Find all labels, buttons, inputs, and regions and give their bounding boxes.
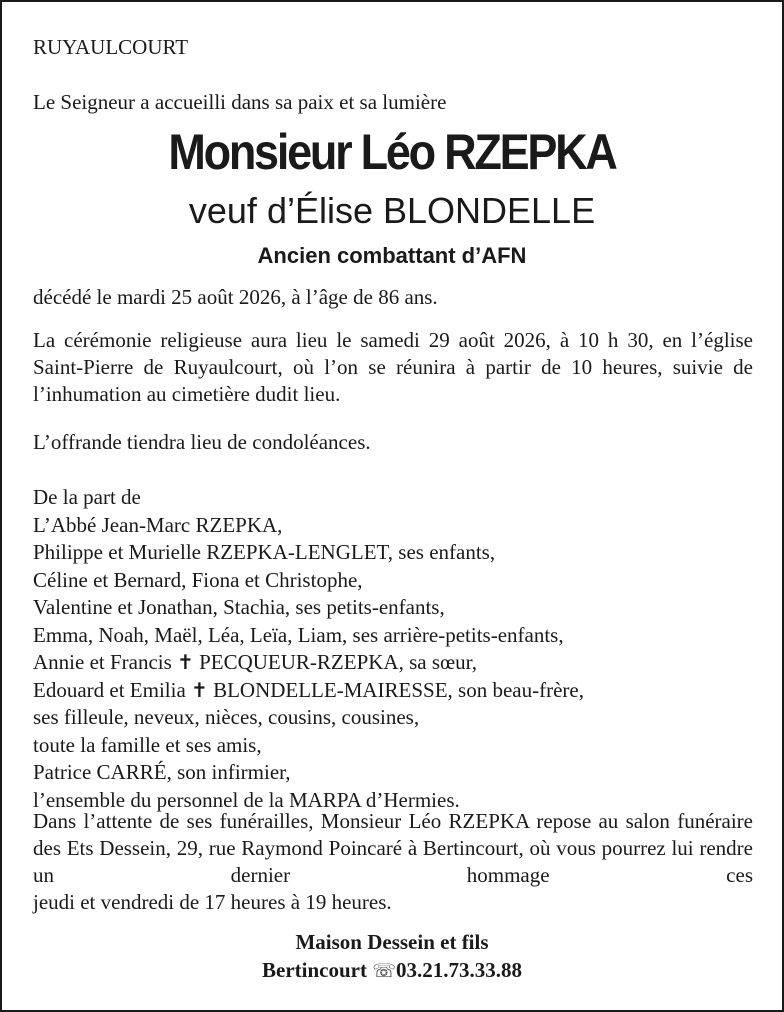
cross-icon: ✝ [177, 650, 194, 674]
family-member-line: Philippe et Murielle RZEPKA-LENGLET, ses enfants, [33, 540, 496, 564]
family-member-line: l’ensemble du personnel de la MARPA d’Hermies. [33, 787, 460, 812]
family-member-line: Valentine et Jonathan, Stachia, ses petits-enfants, [33, 595, 445, 619]
family-sister-line [33, 649, 584, 677]
town-heading: RUYAULCOURT [33, 35, 189, 59]
wake-hours: jeudi et vendredi de 17 heures à 19 heures. [33, 890, 392, 914]
intro-line: Le Seigneur a accueilli dans sa paix et sa lumière [33, 90, 447, 114]
family-header: De la part de [33, 485, 141, 509]
family-member-line: L’Abbé Jean-Marc RZEPKA, [33, 512, 283, 537]
sister-surname: PECQUEUR-RZEPKA, sa sœur, [199, 650, 478, 674]
deceased-name: Monsieur Léo RZEPKA [168, 124, 616, 180]
family-member-line: ses filleule, neveux, nièces, cousins, cousines, [33, 705, 420, 729]
brother-in-law-surname: BLONDELLE-MAIRESSE, son beau-frère, [213, 677, 584, 702]
brother-in-law-names: Edouard et Emilia [33, 677, 186, 702]
family-brother-in-law-line [33, 677, 584, 705]
offrande-line: L’offrande tiendra lieu de condoléances. [33, 430, 371, 454]
widow-of-line: veuf d’Élise BLONDELLE [188, 190, 596, 231]
funeral-home-name: Maison Dessein et fils [295, 930, 489, 954]
phone-icon: ☏ [372, 960, 396, 982]
funeral-home-contact [2, 958, 782, 983]
wake-text: Dans l’attente de ses funérailles, Monsieur Léo RZEPKA repose au salon funéraire des Ets Dessein, 29, rue Raymond Poincaré à Bertincourt, où vous pourrez lui rendre un dernier hommage ces [33, 809, 753, 887]
wake-paragraph [33, 808, 753, 916]
funeral-home-phone: 03.21.73.33.88 [396, 958, 522, 982]
family-member-line: Patrice CARRÉ, son infirmier, [33, 760, 291, 784]
funeral-home-town: Bertincourt [262, 958, 367, 982]
family-member-line: Céline et Bernard, Fiona et Christophe, [33, 567, 363, 592]
sister-names: Annie et Francis [33, 650, 172, 674]
family-member-line: toute la famille et ses amis, [33, 732, 262, 757]
family-list [33, 484, 584, 814]
family-member-line: Emma, Noah, Maël, Léa, Leïa, Liam, ses arrière-petits-enfants, [33, 622, 564, 647]
cross-icon: ✝ [191, 677, 208, 702]
deceased-title: Ancien combattant d’AFN [257, 243, 527, 268]
ceremony-paragraph: La cérémonie religieuse aura lieu le samedi 29 août 2026, à 10 h 30, en l’église Saint-Pierre de Ruyaulcourt, où l’on se réunira à partir de 10 heures, suivie de l’inhumation au cimetière dudit lieu. [33, 328, 753, 406]
death-date-line: décédé le mardi 25 août 2026, à l’âge de 86 ans. [33, 285, 438, 309]
